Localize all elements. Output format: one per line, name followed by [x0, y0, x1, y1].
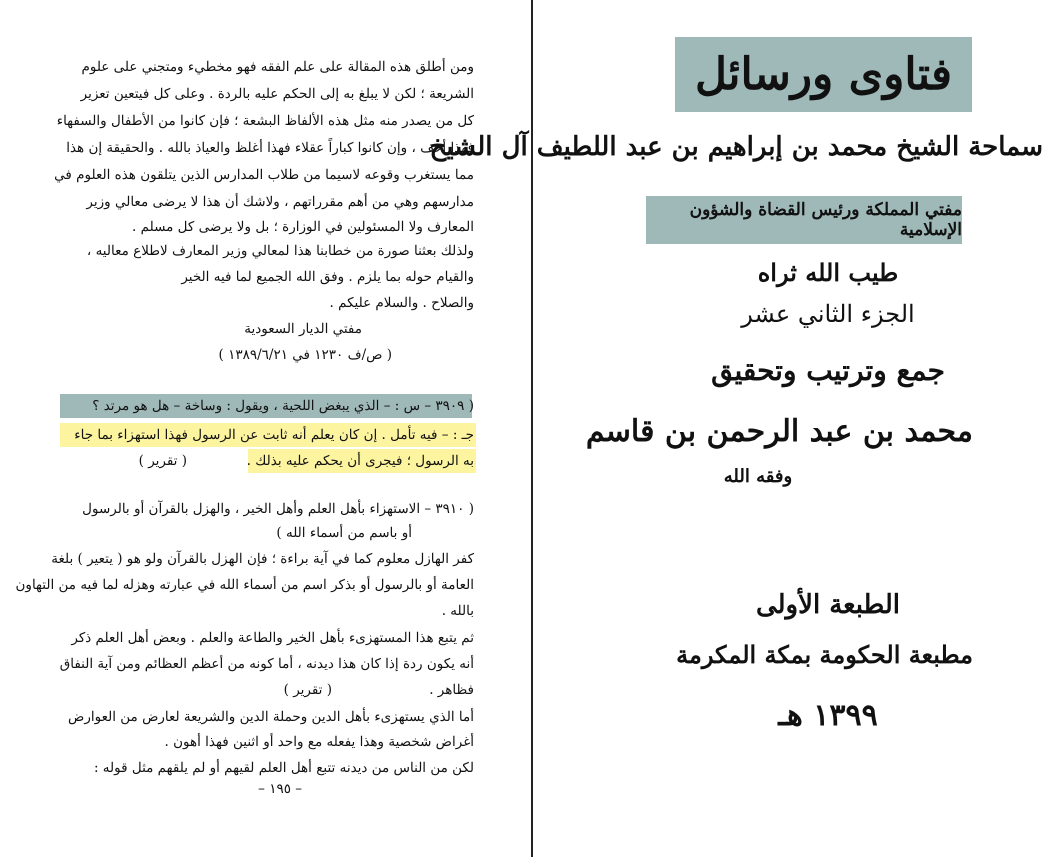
answer-3909-line: جـ : – فيه تأمل . إن كان يعلم أنه ثابت عن الرسول فهذا استهزاء بما جاء	[74, 427, 474, 443]
paragraph1-line: ومن أطلق هذه المقالة على علم الفقه فهو مخطيء ومتجني على علوم	[81, 59, 474, 75]
answer-3909-line: به الرسول ؛ فيجرى أن يحكم عليه بذلك .	[246, 453, 474, 469]
paragraph1-line: كل من يصدر منه مثل هذه الألفاظ البشعة ؛ فإن كانوا من الأطفال والسفهاء	[56, 113, 474, 129]
body-3910-line: فظاهر .	[429, 682, 474, 698]
printer: مطبعة الحكومة بمكة المكرمة	[676, 640, 973, 669]
paragraph1-line: مدارسهم وهي من أهم مقرراتهم ، ولاشك أن هذا لا يرضى معالي وزير	[86, 194, 474, 210]
body-3910-tag: ( تقرير )	[283, 682, 332, 698]
body-3910-line: كفر الهازل معلوم كما في آية براءة ؛ فإن الهزل بالقرآن ولو هو ( يتعير ) بلغة	[51, 551, 474, 567]
body-3910-line: أما الذي يستهزىء بأهل الدين وحملة الدين والشريعة لعارض من العوارض	[68, 709, 474, 725]
edition: الطبعة الأولى	[755, 590, 901, 620]
paragraph2-line: والصلاح . والسلام عليكم .	[329, 295, 474, 311]
answer-3909-tag: ( تقرير )	[138, 453, 187, 469]
body-3910-line: أغراض شخصية وهذا يفعله مع واحد أو اثنين فهذا أهون .	[164, 734, 474, 750]
paragraph1-line: مما يستغرب وقوعه لاسيما من طلاب المدارس الذين يتلقون هذه العلوم في	[54, 167, 474, 183]
paragraph1-line: فهذا أخف ، وإن كانوا كباراً عقلاء فهذا أغلظ والعياذ بالله . والحقيقة إن هذا	[66, 140, 474, 156]
main-title: فتاوى ورسائل	[675, 37, 972, 112]
paragraph1-line: المعارف ولا المسئولين في الوزارة ؛ بل ولا يرضى كل مسلم .	[132, 219, 474, 235]
author-line: سماحة الشيخ محمد بن إبراهيم بن عبد اللطيف آل الشيخ	[429, 132, 1043, 162]
signature: مفتي الديار السعودية	[244, 321, 362, 337]
year: ١٣٩٩ هـ	[778, 698, 878, 733]
question-3910-heading: أو باسم من أسماء الله )	[276, 525, 412, 541]
compiler-name: محمد بن عبد الرحمن بن قاسم	[585, 414, 973, 449]
page-number: – ١٩٥ –	[258, 781, 302, 797]
blessing: طيب الله ثراه	[757, 258, 899, 287]
volume: الجزء الثاني عشر	[741, 300, 915, 328]
question-3909-heading: ( ٣٩٠٩ – س : – الذي يبغض اللحية ، ويقول : وساخة – هل هو مرتد ؟	[92, 398, 474, 414]
paragraph2-line: والقيام حوله بما يلزم . وفق الله الجميع لما فيه الخير	[181, 269, 474, 285]
reference: ( ص/ف ١٢٣٠ في ١٣٨٩/٦/٢١ )	[218, 347, 392, 363]
body-3910-line: بالله .	[441, 603, 474, 619]
compiler-blessing: وفقه الله	[723, 466, 793, 487]
paragraph2-line: ولذلك بعثنا صورة من خطابنا هذا لمعالي وزير المعارف لاطلاع معاليه ،	[86, 243, 474, 259]
body-3910-line: لكن من الناس من ديدنه تتبع أهل العلم لقيهم أو لم يلقهم مثل قوله :	[93, 760, 474, 776]
question-3910-heading: ( ٣٩١٠ – الاستهزاء بأهل العلم وأهل الخير ، والهزل بالقرآن أو بالرسول	[82, 501, 474, 517]
compiled-by: جمع وترتيب وتحقيق	[711, 354, 945, 387]
body-3910-line: أنه يكون ردة إذا كان هذا ديدنه ، أما كونه من أعظم العظائم ومن آية النفاق	[59, 656, 474, 672]
paragraph1-line: الشريعة ؛ لكن لا يبلغ به إلى الحكم عليه بالردة . وعلى كل فيتعين تعزير	[80, 86, 474, 102]
body-3910-line: العامة أو بالرسول أو بذكر اسم من أسماء الله في عبارته وهزله لما فيه من التهاون	[15, 577, 474, 593]
body-3910-line: ثم يتبع هذا المستهزىء بأهل الخير والطاعة والعلم . وبعض أهل العلم ذكر	[71, 630, 474, 646]
author-role: مفتي المملكة ورئيس القضاة والشؤون الإسلامية	[646, 196, 962, 244]
